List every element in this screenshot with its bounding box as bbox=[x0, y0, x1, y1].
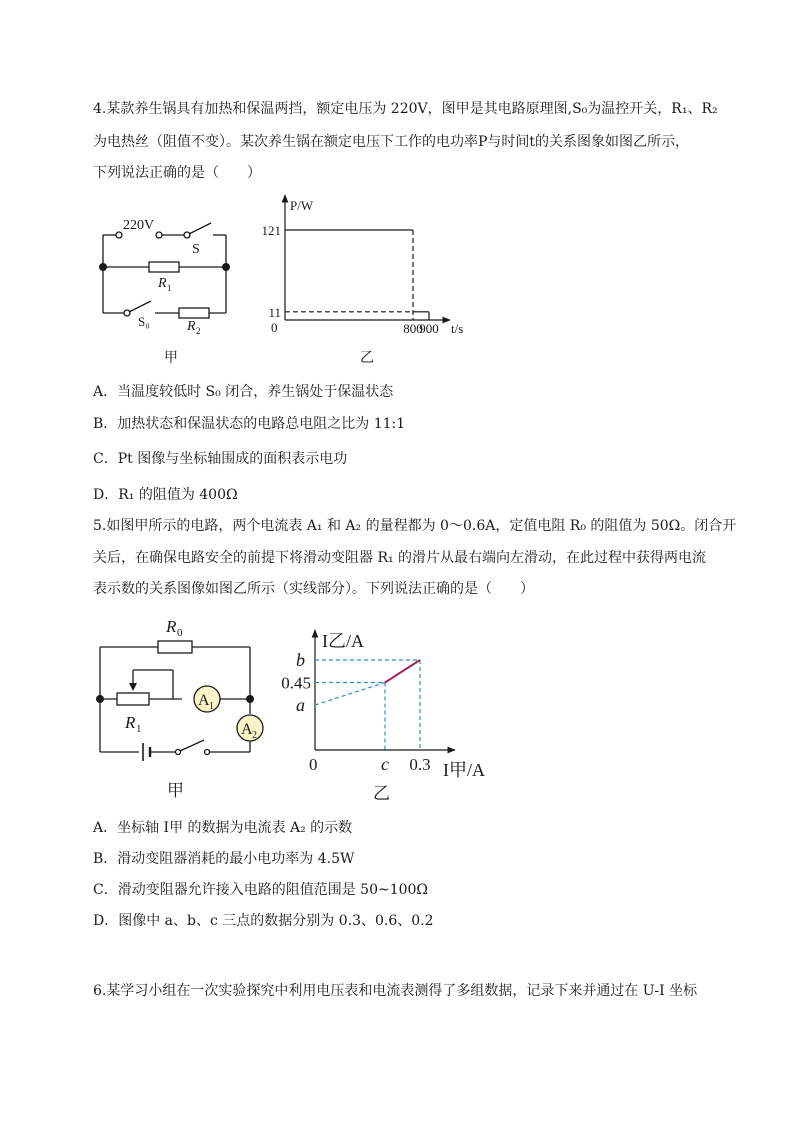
q5-stem-line-2: 关后，在确保电路安全的前提下将滑动变阻器 R₁ 的滑片从最右端向左滑动，在此过程中获得两电流 bbox=[93, 550, 707, 566]
q5-option-a: A．坐标轴 I甲 的数据为电流表 A₂ 的示数 bbox=[93, 820, 353, 836]
q4-circuit-diagram bbox=[95, 208, 240, 368]
r1-label: R bbox=[158, 276, 167, 291]
q5-fig-b-caption: 乙 bbox=[373, 784, 390, 803]
r1-subscript: 1 bbox=[167, 283, 172, 293]
r2-label: R bbox=[187, 319, 196, 334]
y-tick-label-045: 0.45 bbox=[281, 673, 311, 693]
x-axis-label: t/s bbox=[451, 321, 464, 336]
ammeter-a2-label: A bbox=[241, 721, 253, 738]
r1-subscript: 1 bbox=[136, 723, 142, 735]
node-dot-left bbox=[99, 263, 107, 271]
x-tick-label-900: 900 bbox=[419, 321, 439, 336]
x-tick-label-800: 800 bbox=[403, 321, 423, 336]
q4-stem-line-3: 下列说法正确的是（ ） bbox=[93, 165, 261, 181]
q4-option-b: B．加热状态和保温状态的电路总电阻之比为 11:1 bbox=[93, 416, 406, 432]
q4-fig-b-caption: 乙 bbox=[360, 351, 374, 366]
origin-label: 0 bbox=[309, 755, 318, 774]
q4-option-a: A．当温度较低时 S₀ 闭合，养生锅处于保温状态 bbox=[93, 384, 394, 400]
x-axis-label: I甲/A bbox=[443, 760, 485, 780]
x-tick-label-c: c bbox=[381, 754, 389, 774]
q5-ii-graph bbox=[265, 620, 495, 805]
ammeter-a2-subscript: 2 bbox=[252, 730, 257, 741]
r0-subscript: 0 bbox=[177, 627, 183, 639]
q5-option-d: D．图像中 a、b、c 三点的数据分别为 0.3、0.6、0.2 bbox=[93, 913, 434, 929]
y-tick-label-a: a bbox=[296, 695, 305, 715]
node-dot-right bbox=[222, 263, 230, 271]
q5-fig-a-caption: 甲 bbox=[167, 781, 184, 800]
q4-pt-graph bbox=[261, 190, 480, 370]
origin-label: 0 bbox=[271, 320, 278, 335]
q4-stem-line-2: 为电热丝（阻值不变）。某次养生锅在额定电压下工作的电功率P与时间t的关系图象如图乙所示， bbox=[93, 134, 690, 150]
r1-label: R bbox=[125, 713, 136, 732]
node-dot-right bbox=[246, 695, 254, 703]
dashed-extension-line bbox=[315, 683, 385, 706]
s0-label: S₀ bbox=[138, 314, 150, 329]
x-tick-label-03: 0.3 bbox=[409, 755, 431, 774]
q4-option-c: C．Pt 图像与坐标轴围成的面积表示电功 bbox=[93, 451, 348, 467]
q4-option-d: D．R₁ 的阻值为 400Ω bbox=[93, 487, 238, 503]
y-axis-label: I乙/A bbox=[322, 631, 364, 651]
ammeter-a1-label: A bbox=[198, 692, 210, 709]
solid-series-line bbox=[385, 660, 420, 683]
q5-option-b: B．滑动变阻器消耗的最小电功率为 4.5W bbox=[93, 851, 355, 867]
r0-label: R bbox=[166, 617, 177, 636]
y-axis-label: P/W bbox=[290, 198, 314, 213]
q4-fig-a-caption: 甲 bbox=[164, 351, 178, 366]
node-dot-left bbox=[96, 695, 104, 703]
q5-stem-line-1: 5.如图甲所示的电路，两个电流表 A₁ 和 A₂ 的量程都为 0～0.6A，定值电阻 R₀ 的阻值为 50Ω。闭合开 bbox=[93, 518, 737, 534]
y-tick-label-11: 11 bbox=[268, 304, 281, 320]
q5-option-c: C．滑动变阻器允许接入电路的阻值范围是 50~100Ω bbox=[93, 882, 429, 898]
y-tick-label-b: b bbox=[296, 650, 305, 670]
q4-stem-line-1: 4.某款养生锅具有加热和保温两挡，额定电压为 220V，图甲是其电路原理图,S₀为温控开关，R₁、R₂ bbox=[93, 101, 718, 117]
q5-stem-line-3: 表示数的关系图像如图乙所示（实线部分）。下列说法正确的是（ ） bbox=[93, 581, 534, 597]
ammeter-a1-subscript: 1 bbox=[209, 701, 214, 712]
slider-arrow-icon bbox=[129, 683, 137, 691]
voltage-label: 220V bbox=[123, 218, 155, 233]
r2-subscript: 2 bbox=[196, 326, 201, 336]
y-tick-label-121: 121 bbox=[261, 223, 281, 239]
switch-s-label: S bbox=[192, 242, 200, 257]
q6-stem-line-1: 6.某学习小组在一次实验探究中利用电压表和电流表测得了多组数据，记录下来并通过在 U-I 坐标 bbox=[93, 983, 698, 999]
q5-circuit-diagram bbox=[92, 610, 272, 802]
